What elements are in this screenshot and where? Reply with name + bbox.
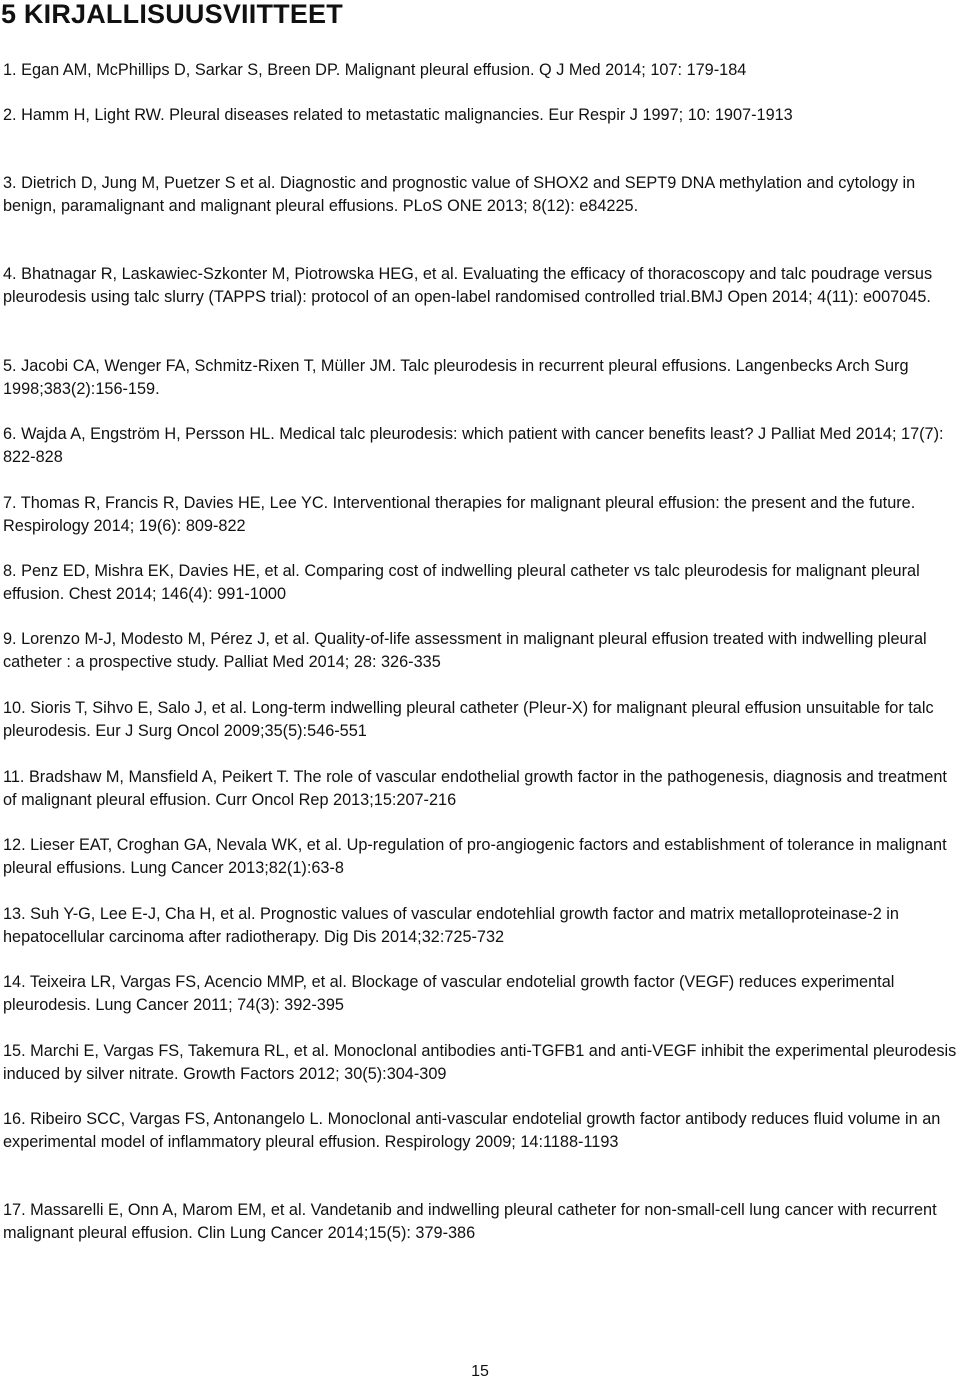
- page-number: 15: [471, 1363, 489, 1380]
- reference-item: 16. Ribeiro SCC, Vargas FS, Antonangelo L. Monoclonal anti-vascular endotelial growth factor antibody reduces fluid volume in an experimental model of inflammatory pleural effusion. Respirology 2009; 14:1188-1193: [3, 1110, 941, 1151]
- reference-item: 4. Bhatnagar R, Laskawiec-Szkonter M, Piotrowska HEG, et al. Evaluating the efficacy of thoracoscopy and talc poudrage versus pleurodesis using talc slurry (TAPPS trial): protocol of an open-label randomised controlled trial.BMJ Open 2014; 4(11): e007045.: [3, 265, 933, 306]
- reference-item: 15. Marchi E, Vargas FS, Takemura RL, et al. Monoclonal antibodies anti-TGFB1 and anti-VEGF inhibit the experimental pleurodesis induced by silver nitrate. Growth Factors 2012; 30(5):304-309: [3, 1042, 957, 1083]
- reference-item: 9. Lorenzo M-J, Modesto M, Pérez J, et al. Quality-of-life assessment in malignant pleural effusion treated with indwelling pleural catheter : a prospective study. Palliat Med 2014; 28: 326-335: [3, 630, 927, 671]
- section-heading: 5 KIRJALLISUUSVIITTEET: [1, 0, 343, 29]
- reference-item: 12. Lieser EAT, Croghan GA, Nevala WK, et al. Up-regulation of pro-angiogenic factors and establishment of tolerance in malignant pleural effusions. Lung Cancer 2013;82(1):63-8: [3, 836, 947, 877]
- reference-item: 10. Sioris T, Sihvo E, Salo J, et al. Long-term indwelling pleural catheter (Pleur-X) for malignant pleural effusion unsuitable for talc pleurodesis. Eur J Surg Oncol 2009;35(5):546-551: [3, 699, 934, 740]
- reference-item: 11. Bradshaw M, Mansfield A, Peikert T. The role of vascular endothelial growth factor in the pathogenesis, diagnosis and treatment of malignant pleural effusion. Curr Oncol Rep 2013;15:207-216: [3, 768, 947, 809]
- reference-item: 14. Teixeira LR, Vargas FS, Acencio MMP, et al. Blockage of vascular endotelial growth factor (VEGF) reduces experimental pleurodesis. Lung Cancer 2011; 74(3): 392-395: [3, 973, 895, 1014]
- reference-item: 7. Thomas R, Francis R, Davies HE, Lee YC. Interventional therapies for malignant pleural effusion: the present and the future. Respirology 2014; 19(6): 809-822: [3, 494, 916, 535]
- reference-item: 8. Penz ED, Mishra EK, Davies HE, et al. Comparing cost of indwelling pleural catheter vs talc pleurodesis for malignant pleural effusion. Chest 2014; 146(4): 991-1000: [3, 562, 920, 603]
- reference-item: 13. Suh Y-G, Lee E-J, Cha H, et al. Prognostic values of vascular endotehlial growth factor and matrix metalloproteinase-2 in hepatocellular carcinoma after radiotherapy. Dig Dis 2014;32:725-732: [3, 905, 899, 946]
- reference-item: 2. Hamm H, Light RW. Pleural diseases related to metastatic malignancies. Eur Respir J 1997; 10: 1907-1913: [3, 106, 793, 124]
- reference-item: 5. Jacobi CA, Wenger FA, Schmitz-Rixen T, Müller JM. Talc pleurodesis in recurrent pleural effusions. Langenbecks Arch Surg 1998;383(2):156-159.: [3, 357, 909, 398]
- reference-item: 1. Egan AM, McPhillips D, Sarkar S, Breen DP. Malignant pleural effusion. Q J Med 2014; 107: 179-184: [3, 61, 747, 79]
- reference-item: 6. Wajda A, Engström H, Persson HL. Medical talc pleurodesis: which patient with cancer benefits least? J Palliat Med 2014; 17(7): 822-828: [3, 425, 944, 466]
- reference-item: 3. Dietrich D, Jung M, Puetzer S et al. Diagnostic and prognostic value of SHOX2 and SEPT9 DNA methylation and cytology in benign, paramalignant and malignant pleural effusions. PLoS ONE 2013; 8(12): e84225.: [3, 174, 916, 215]
- reference-item: 17. Massarelli E, Onn A, Marom EM, et al. Vandetanib and indwelling pleural catheter for non-small-cell lung cancer with recurrent malignant pleural effusion. Clin Lung Cancer 2014;15(5): 379-386: [3, 1201, 937, 1242]
